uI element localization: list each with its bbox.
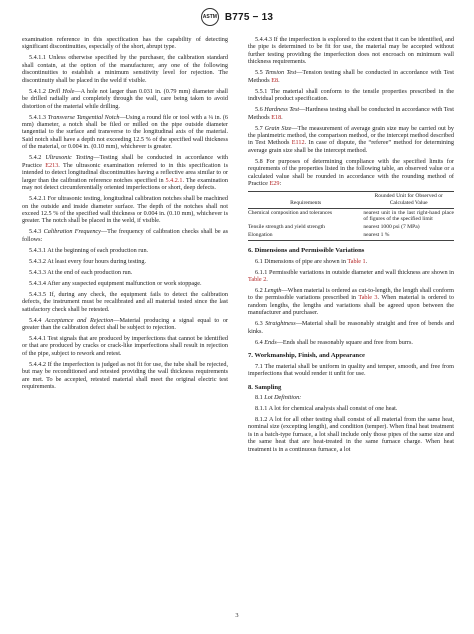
paragraph — [248, 320, 454, 335]
table-cell: Tensile strength and yield strength — [248, 224, 325, 231]
section-body: 5.8 For purposes of determining compliance with the specified limits for requirements of the properties listed in the following table, an observed value or a calculated value shall be rounded in accordance with the rounding method of Practice — [248, 157, 454, 188]
reference-link-e8[interactable]: E8 — [271, 76, 279, 84]
section-number: 5.4.1.2 — [29, 87, 47, 95]
paragraph — [248, 125, 454, 155]
table-cell: nearest 1000 psi (7 MPa) — [363, 224, 420, 231]
paragraph — [248, 269, 454, 284]
section-title: Drill Hole — [48, 87, 75, 95]
paragraph: 8.1.1 A lot for chemical analysis shall consist of one heat. — [255, 404, 398, 412]
paragraph: 5.4.3.5 If, during any check, the equipment fails to detect the calibration defects, the instrument must be recalibrated and all material tested since the last satisfactory check shall be retested. — [22, 290, 228, 313]
reference-link-table-1[interactable]: Table 1 — [347, 257, 366, 265]
section-title: Acceptance and Rejection — [44, 316, 114, 324]
paragraph: 5.4.4.1 Test signals that are produced by imperfections that cannot be identified or that are produced by cracks or crack-like imperfections shall result in rejection of the pipe, subject to rework and retest. — [22, 334, 228, 357]
section-body: —A hole not larger than 0.031 in. (0.79 mm) diameter shall be drilled radially and completely through the wall, care being taken to avoid distortion of the material while drilling. — [22, 87, 229, 110]
reference-link-5-4-2-1[interactable]: 5.4.2.1 — [165, 176, 183, 184]
reference-link-e213[interactable]: E213 — [45, 161, 59, 169]
table-row — [248, 231, 454, 241]
section-number: 6.2 — [255, 287, 263, 295]
page-header — [0, 8, 474, 26]
section-body: . When material is ordered to random lengths, the lengths and variations shall be agreed upon between the manufacturer and purchaser. — [248, 294, 454, 317]
table-header-row — [248, 192, 454, 209]
section-body: —Using a round file or tool with a ¼ in. (6 mm) diameter, a notch shall be filed or milled on the pipe outside diameter tangential to the surface and transverse to the longitudinal axis of the material. Said notch shall have a depth not exceeding 12.5 % of the specified wall thickness of the material, or 0.004 in. (0.10 mm), whichever is greater. — [22, 113, 228, 151]
paragraph — [248, 69, 454, 84]
section-body: —Material producing a signal equal to or greater than the calibration defect shall be subject to rejection. — [22, 316, 228, 331]
section-title: Lot Definition: — [264, 394, 302, 402]
section-number: 5.5 — [255, 69, 263, 77]
section-title: Grain Size — [264, 124, 292, 132]
paragraph — [22, 154, 228, 191]
paragraph: 5.4.3.4 After any suspected equipment malfunction or work stoppage. — [29, 279, 202, 287]
section-number: 5.4.1.3 — [29, 113, 47, 121]
section-title: Hardness Test — [264, 106, 300, 114]
logo-text: ASTM — [202, 14, 217, 20]
section-title: Calibration Frequency — [43, 228, 101, 236]
section-number: 6.3 — [255, 320, 263, 328]
paragraph: 5.4.4.3 If the imperfection is explored to the extent that it can be identified, and the pipe is determined to be fit for use, the material may be accepted without further testing providing the imperfection does not encroach on minimum wall thickness requirements. — [248, 36, 454, 66]
table-cell: nearest unit in the last right-hand place of figures of the specified limit — [363, 209, 454, 223]
section-body: . The examination may not detect circumferentially oriented imperfections or short, deep defects. — [22, 176, 228, 192]
section-title: Ultrasonic Testing — [45, 154, 94, 162]
section-heading: 7. Workmanship, Finish, and Appearance — [248, 352, 365, 360]
paragraph — [248, 287, 454, 317]
reference-link-table-3[interactable]: Table 3 — [358, 294, 378, 302]
paragraph: examination reference in this specification has the capability of detecting significant discontinuities, especially of the short, abrupt type. — [22, 36, 228, 51]
column-header-requirements: Requirements — [248, 192, 363, 209]
paragraph — [248, 158, 454, 188]
section-number: 5.6 — [255, 106, 263, 114]
paragraph: 8.1.2 A lot for all other testing shall consist of all material from the same heat, nominal size (excepting length), and condition (temper). When final heat treatment is in a batch-type furnace, a lot shall include only those pipes of the same size and the same heat that are heat-treated in the same furnace charge. When heat treatment is in a continuous furnace, a lot — [248, 415, 454, 453]
section-body: . — [266, 276, 268, 284]
table-row — [248, 209, 454, 224]
section-body: . In case of dispute, the “referee” method for determining average grain size shall be the intercept method. — [248, 139, 454, 154]
paragraph — [248, 106, 454, 121]
paragraph — [22, 317, 228, 332]
paragraph: 5.4.4.2 If the imperfection is judged as not fit for use, the tube shall be rejected, but may be reconditioned and retested providing the wall thickness requirements are met. To be accepted, retested material shall meet the original electric test requirements. — [22, 360, 228, 391]
table-cell: Elongation — [248, 231, 363, 241]
section-body: : — [279, 180, 282, 188]
section-number: 5.4.3 — [29, 228, 42, 236]
section-title: Tension Test — [265, 69, 297, 77]
paragraph — [22, 228, 228, 243]
reference-link-table-2[interactable]: Table 2 — [248, 276, 267, 284]
page-number: 3 — [235, 612, 239, 619]
section-number: 5.4.2 — [29, 154, 42, 162]
section-body: —Tension testing shall be conducted in accordance with Test Methods — [248, 69, 454, 84]
paragraph: 5.4.3.3 At the end of each production run. — [29, 268, 133, 276]
table-row — [248, 224, 454, 232]
paragraph — [248, 394, 454, 401]
section-body: . — [278, 76, 280, 84]
document-id: B775 − 13 — [224, 11, 274, 23]
section-number: 6.4 — [255, 338, 263, 346]
section-number: 5.4.4 — [29, 316, 42, 324]
left-column — [22, 36, 228, 394]
paragraph: 5.4.3.1 At the beginning of each production run. — [29, 246, 149, 254]
paragraph — [248, 258, 454, 265]
section-heading: 8. Sampling — [248, 383, 282, 391]
paragraph: 5.5.1 The material shall conform to the tensile properties prescribed in the individual product specification. — [248, 87, 454, 103]
section-body: 6.1 Dimensions of pipe are shown in — [255, 257, 348, 265]
astm-logo-icon — [201, 8, 219, 26]
section-body: —The measurement of average grain size may be carried out by the planimetric method, the comparison method, or the intercept method described in Test Methods — [248, 124, 454, 147]
section-title: Transverse Tangential Notch — [47, 113, 120, 121]
section-body: —Testing shall be conducted in accordance with Practice — [22, 154, 229, 169]
section-title: Straightness — [265, 320, 296, 328]
rounding-table — [248, 191, 454, 241]
section-body: . The ultrasonic examination referred to in this specification is intended to detect longitudinal discontinuities having a reflective area similar to or larger than the calibration reference notches specified in — [22, 161, 228, 184]
section-number: 8.1 — [255, 394, 263, 402]
section-title: Ends — [264, 338, 277, 346]
section-body: —Ends shall be reasonably square and free from burrs. — [276, 338, 413, 346]
section-body: . — [281, 113, 283, 121]
section-body: 6.1.1 Permissible variations in outside diameter and wall thickness are shown in — [255, 268, 454, 276]
section-body: —The frequency of calibration checks shall be as follows: — [22, 228, 229, 243]
section-body: —Hardness testing shall be conducted in accordance with Test Methods — [248, 106, 454, 121]
paragraph: 5.4.3.2 At least every four hours during testing. — [29, 257, 147, 265]
paragraph: 7.1 The material shall be uniform in quality and temper, smooth, and free from imperfections that would render it unfit for use. — [248, 362, 454, 378]
section-body: —Material shall be reasonably straight and free of bends and kinks. — [248, 320, 454, 335]
reference-link-e18[interactable]: E18 — [271, 113, 282, 121]
paragraph — [248, 339, 454, 346]
paragraph: 5.4.1.1 Unless otherwise specified by the purchaser, the calibration standard shall contain, at the option of the manufacturer, any one of the following discontinuities to establish a minimum sensitivity level for rejection. The discontinuity shall be placed in the weld if visible. — [22, 54, 228, 84]
reference-link-e112[interactable]: E112 — [291, 139, 305, 147]
reference-link-e29[interactable]: E29 — [269, 180, 280, 188]
right-column — [248, 36, 454, 457]
section-heading: 6. Dimensions and Permissible Variations — [248, 247, 365, 255]
paragraph — [22, 114, 228, 151]
section-title: Length — [264, 287, 282, 295]
table-cell: nearest 1 % — [363, 231, 454, 241]
section-body: —When material is ordered as cut-to-length, the length shall conform to the permissible variations prescribed in — [248, 287, 454, 302]
section-number: 5.7 — [255, 124, 263, 132]
paragraph — [22, 88, 228, 110]
section-body: . — [365, 257, 368, 265]
column-header-rounded-unit: Rounded Unit for Observed or Calculated Value — [363, 192, 454, 209]
table-cell: Chemical composition and tolerances — [248, 209, 333, 216]
paragraph: 5.4.2.1 For ultrasonic testing, longitudinal calibration notches shall be machined on the outside and inside diameter surface. The depth of the notches shall not exceed 12.5 % of the specified wall thickness or 0.004 in. (0.10 mm), whichever is greater. The notch shall be placed in the weld, if visible. — [22, 195, 228, 225]
